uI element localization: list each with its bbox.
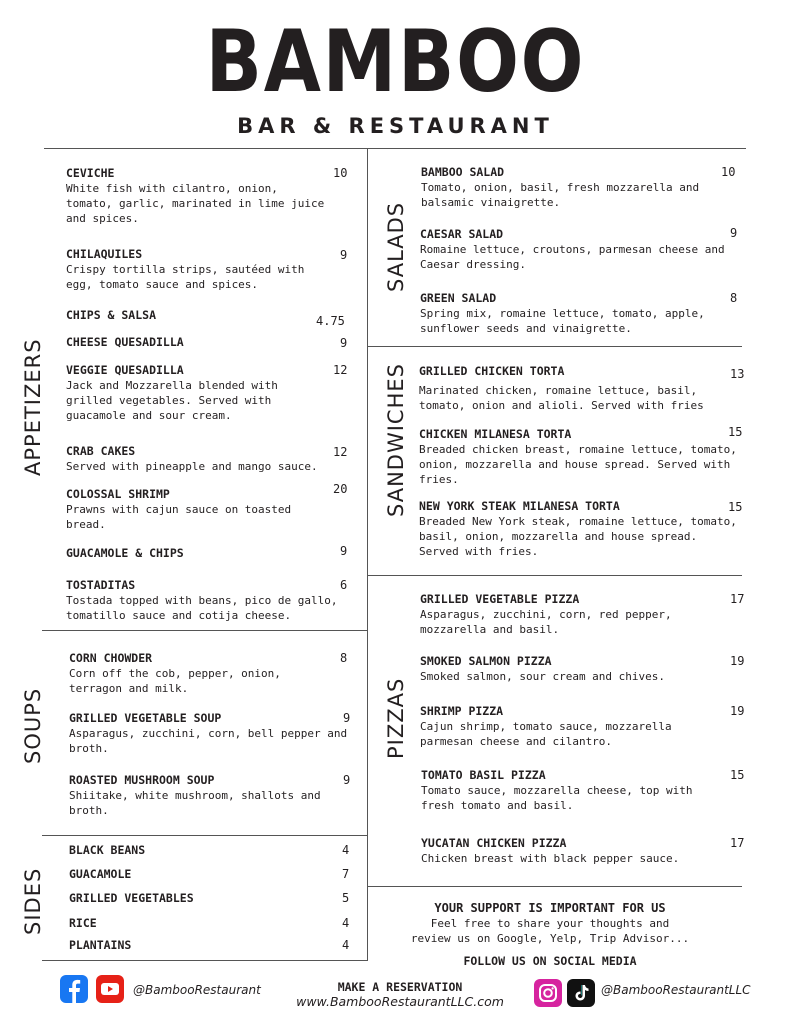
item-name: SHRIMP PIZZA (420, 704, 504, 718)
item-price: 19 (730, 704, 745, 718)
item-desc: Served with pineapple and mango sauce. (66, 460, 318, 473)
item-desc: Asparagus, zucchini, corn, red pepper, mozzarella and basil. (420, 608, 672, 636)
menu-item (66, 335, 306, 350)
item-price: 15 (728, 500, 743, 514)
reservation-block (280, 980, 520, 1009)
item-name: YUCATAN CHICKEN PIZZA (421, 836, 567, 850)
item-name: TOMATO BASIL PIZZA (421, 768, 546, 782)
section-title-sides: SIDES (21, 867, 45, 935)
menu-item (420, 291, 710, 336)
section-title-appetizers: APPETIZERS (21, 338, 45, 476)
website-link[interactable]: www.BambooRestaurantLLC.com (296, 994, 504, 1009)
divider-pizzas-support (367, 886, 742, 887)
divider-soups-sides (42, 835, 367, 836)
item-desc: Corn off the cob, pepper, onion, terragon and milk. (69, 667, 281, 695)
tiktok-icon[interactable] (567, 979, 595, 1007)
item-desc: Crispy tortilla strips, sautéed with egg, tomato sauce and spices. (66, 263, 305, 291)
item-name: TOSTADITAS (66, 578, 136, 592)
side-price: 4 (342, 938, 350, 952)
divider-salads-sandwiches (367, 346, 742, 347)
facebook-icon[interactable] (60, 975, 88, 1003)
item-name: GRILLED VEGETABLE PIZZA (420, 592, 580, 606)
support-line-1: Feel free to share your thoughts and (430, 917, 670, 930)
menu-item (420, 654, 710, 684)
social-handle-left[interactable]: @BambooRestaurant (133, 983, 261, 997)
item-price: 15 (728, 425, 743, 439)
item-price: 9 (343, 711, 351, 725)
menu-item (419, 427, 737, 487)
menu-item (66, 444, 341, 474)
item-name: CHIPS & SALSA (66, 308, 157, 322)
center-divider (367, 148, 368, 961)
side-price: 5 (342, 891, 350, 905)
item-price: 13 (730, 367, 745, 381)
item-price: 17 (730, 592, 745, 606)
menu-item (419, 364, 737, 413)
support-line-2: review us on Google, Yelp, Trip Advisor... (410, 932, 690, 945)
item-name: NEW YORK STEAK MILANESA TORTA (419, 499, 620, 513)
side-price: 4 (342, 843, 350, 857)
item-name: CAESAR SALAD (420, 227, 504, 241)
side-name: BLACK BEANS (69, 843, 146, 857)
menu-item (66, 308, 306, 323)
item-name: CHEESE QUESADILLA (66, 335, 184, 349)
side-name: RICE (69, 916, 97, 930)
menu-item (66, 546, 306, 561)
brand-logo: BAMBOO (205, 12, 586, 112)
item-desc: Shiitake, white mushroom, shallots and broth. (69, 789, 321, 817)
item-price: 8 (730, 291, 738, 305)
item-desc: Jack and Mozzarella blended with grilled vegetables. Served with guacamole and sour cream. (66, 379, 278, 422)
top-divider (44, 148, 746, 149)
item-price: 15 (730, 768, 745, 782)
instagram-icon[interactable] (534, 979, 562, 1007)
item-price: 10 (333, 166, 348, 180)
item-price: 9 (340, 248, 348, 262)
youtube-icon[interactable] (96, 975, 124, 1003)
divider-sandwiches-pizzas (367, 575, 742, 576)
item-price: 8 (340, 651, 348, 665)
follow-heading: FOLLOW US ON SOCIAL MEDIA (463, 954, 637, 968)
item-name: GRILLED VEGETABLE SOUP (69, 711, 222, 725)
menu-item (421, 165, 706, 210)
item-name: CHICKEN MILANESA TORTA (419, 427, 572, 441)
menu-item (66, 363, 321, 423)
item-price: 12 (333, 445, 348, 459)
item-desc: Prawns with cajun sauce on toasted bread. (66, 503, 292, 531)
item-name: CEVICHE (66, 166, 115, 180)
item-name: CORN CHOWDER (69, 651, 153, 665)
item-price: 10 (721, 165, 736, 179)
item-price: 12 (333, 363, 348, 377)
menu-item (420, 227, 725, 272)
item-price: 9 (730, 226, 738, 240)
item-price: 9 (340, 336, 348, 350)
item-name: GRILLED CHICKEN TORTA (419, 364, 565, 378)
side-price: 7 (342, 867, 350, 881)
menu-item (69, 651, 309, 696)
menu-item (69, 773, 324, 818)
item-name: SMOKED SALMON PIZZA (420, 654, 552, 668)
item-name: VEGGIE QUESADILLA (66, 363, 184, 377)
item-name: GREEN SALAD (420, 291, 497, 305)
side-name: GRILLED VEGETABLES (69, 891, 194, 905)
item-desc: Spring mix, romaine lettuce, tomato, apple, sunflower seeds and vinaigrette. (420, 307, 705, 335)
section-title-soups: SOUPS (21, 687, 45, 764)
section-title-salads: SALADS (384, 201, 408, 292)
item-desc: Cajun shrimp, tomato sauce, mozzarella parmesan cheese and cilantro. (420, 720, 672, 748)
item-desc: White fish with cilantro, onion, tomato, garlic, marinated in lime juice and spices. (66, 182, 325, 225)
side-name: GUACAMOLE (69, 867, 132, 881)
item-desc: Asparagus, zucchini, corn, bell pepper and broth. (69, 727, 348, 755)
item-name: GUACAMOLE & CHIPS (66, 546, 184, 560)
item-desc: Smoked salmon, sour cream and chives. (420, 670, 666, 683)
bottom-left-divider (42, 960, 367, 961)
item-price: 6 (340, 578, 348, 592)
item-name: CRAB CAKES (66, 444, 136, 458)
menu-item (421, 768, 719, 813)
menu-item (419, 499, 737, 559)
item-desc: Breaded New York steak, romaine lettuce, tomato, basil, onion, mozzarella and house spread. Served with fries. (419, 515, 737, 558)
brand-subtitle: BAR & RESTAURANT (237, 114, 554, 138)
support-block (400, 900, 700, 946)
item-desc: Romaine lettuce, croutons, parmesan cheese and Caesar dressing. (420, 243, 725, 271)
menu-item (420, 592, 710, 637)
item-price: 9 (340, 544, 348, 558)
section-title-sandwiches: SANDWICHES (384, 363, 408, 517)
menu-item (66, 247, 331, 292)
item-desc: Marinated chicken, romaine lettuce, basil, tomato, onion and alioli. Served with fries (419, 384, 704, 412)
divider-appetizers-soups (42, 630, 367, 631)
reservation-heading: MAKE A RESERVATION (337, 980, 463, 994)
item-desc: Tomato sauce, mozzarella cheese, top with fresh tomato and basil. (421, 784, 693, 812)
item-desc: Tostada topped with beans, pico de gallo, tomatillo sauce and cotija cheese. (66, 594, 338, 622)
item-price: 19 (730, 654, 745, 668)
item-price: 17 (730, 836, 745, 850)
menu-item (420, 704, 710, 749)
item-name: CHILAQUILES (66, 247, 143, 261)
menu-item (66, 166, 326, 226)
support-heading: YOUR SUPPORT IS IMPORTANT FOR US (434, 901, 666, 915)
item-price: 20 (333, 482, 348, 496)
social-handle-right[interactable]: @BambooRestaurantLLC (601, 983, 751, 997)
menu-item (66, 487, 316, 532)
menu-item (69, 711, 349, 756)
item-price: 4.75 (316, 314, 345, 328)
item-desc: Tomato, onion, basil, fresh mozzarella and balsamic vinaigrette. (421, 181, 700, 209)
side-price: 4 (342, 916, 350, 930)
menu-item (66, 578, 356, 623)
item-name: COLOSSAL SHRIMP (66, 487, 170, 501)
section-title-pizzas: PIZZAS (384, 677, 408, 759)
side-name: PLANTAINS (69, 938, 132, 952)
item-desc: Breaded chicken breast, romaine lettuce, tomato, onion, mozzarella and house spread. Served with fries. (419, 443, 737, 486)
item-name: ROASTED MUSHROOM SOUP (69, 773, 215, 787)
menu-item (421, 836, 719, 866)
item-name: BAMBOO SALAD (421, 165, 505, 179)
item-desc: Chicken breast with black pepper sauce. (421, 852, 680, 865)
item-price: 9 (343, 773, 351, 787)
